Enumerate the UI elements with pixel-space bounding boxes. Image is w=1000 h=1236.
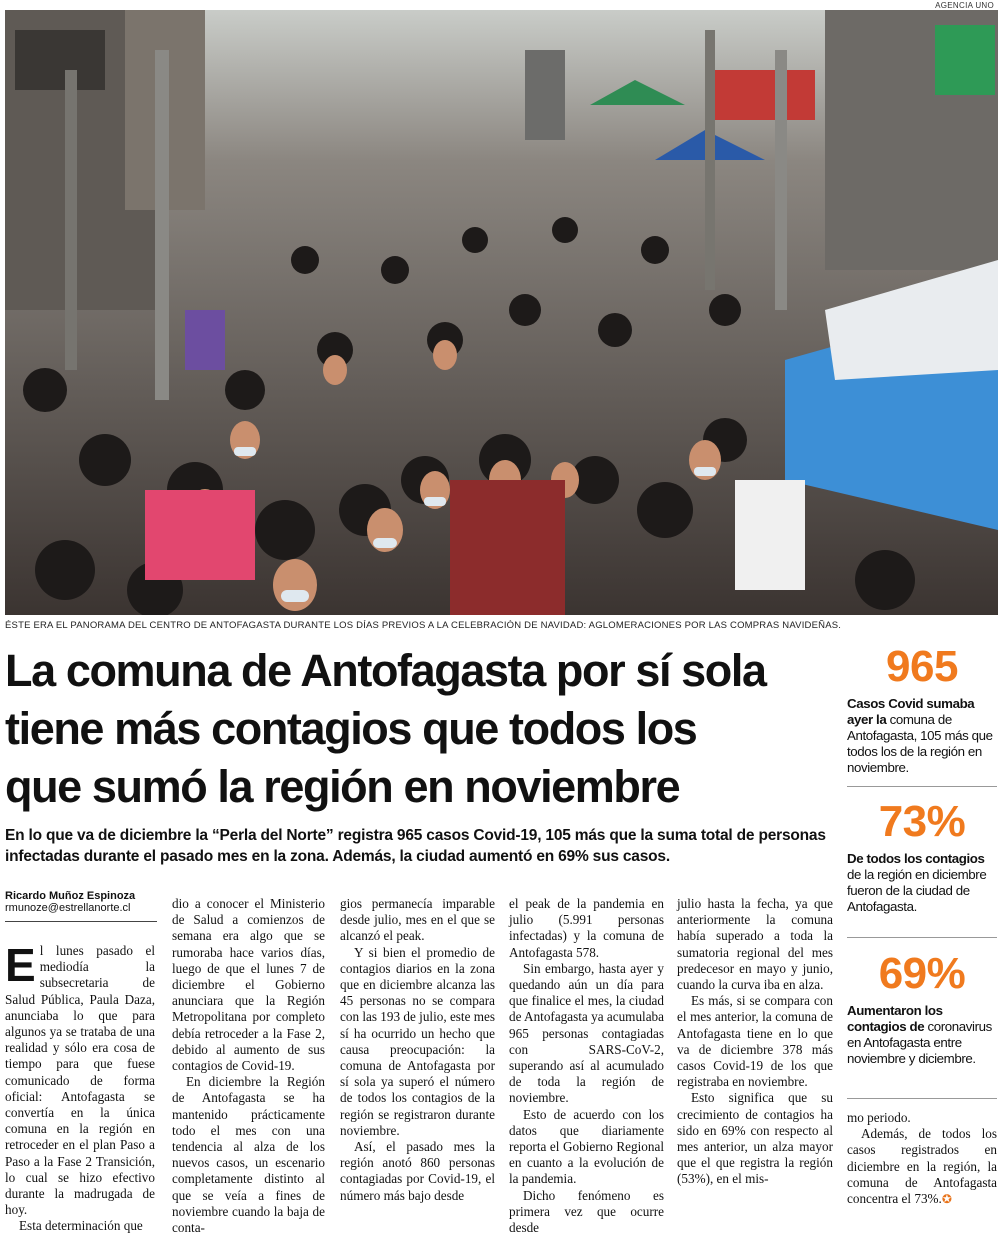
body-paragraph: julio hasta la fecha, ya que anteriormente la comuna había superado a toda la sumatoria regional del mes predecesor en mayo y junio, cuando la curva iba en alza.	[677, 896, 833, 993]
headline-line: tiene más contagios que todos los	[5, 703, 697, 754]
body-paragraph: dio a conocer el Ministerio de Salud a comienzos de semana era algo que se rumoraba hace varios días, luego de que el lunes 7 de diciembre el Gobierno anunciara que la Región Metropolitana por completo debía retroceder a la Fase 2, debido al aumento de sus contagios de Covid-19.	[172, 896, 325, 1074]
body-column-6	[847, 1110, 997, 1207]
body-paragraph: Es más, si se compara con el mes anterior, la comuna de Antofagasta tiene en lo que va de diciembre 378 más casos Covid-19 de los que registraba en noviembre.	[677, 993, 833, 1090]
body-paragraph: Esto de acuerdo con los datos que diariamente reporta el Gobierno Regional en cuanto a la evolución de la pandemia.	[509, 1106, 664, 1187]
crowd-illustration	[5, 10, 998, 615]
body-column-4	[509, 896, 664, 1236]
sidebar-divider	[847, 1098, 997, 1099]
stat-number: 69%	[878, 949, 966, 998]
deck-summary: En lo que va de diciembre la “Perla del Norte” registra 965 casos Covid-19, 105 más que la suma total de personas infectadas durante el pasado mes en la zona. Además, la ciudad aumentó en 69% sus casos.	[5, 827, 826, 865]
headline-line: que sumó la región en noviembre	[5, 761, 680, 812]
body-paragraph	[847, 1126, 997, 1207]
body-column-1	[5, 939, 155, 1235]
stat-box-73	[847, 797, 997, 915]
body-paragraph: gios permanecía imparable desde julio, mes en el que se alcanzó el peak.	[340, 896, 495, 944]
stat-text-rest: comuna de Antofagasta, 105 más que todos los de la región en noviembre.	[847, 712, 993, 775]
headline-line: La comuna de Antofagasta por sí sola	[5, 645, 766, 696]
stat-text-bold: De todos los contagios	[847, 851, 985, 866]
byline-divider	[5, 921, 157, 922]
body-paragraph: mo periodo.	[847, 1110, 911, 1125]
body-paragraph: l lunes pasado el mediodía la subsecretaria de Salud Pública, Paula Daza, anunciaba lo que para algunos ya se trataba de una realidad y sólo era cosa de tiempo para que fuese comunicado de forma oficial: Antofagasta se convertía en la única comuna en la región en retroceder en el plan Paso a Paso a la Fase 2 Transición, lo cual se hizo efectivo durante la madrugada de hoy.	[5, 943, 155, 1218]
body-column-3	[340, 896, 495, 1204]
stat-number: 73%	[878, 797, 966, 846]
body-paragraph: el peak de la pandemia en julio (5.991 personas infectadas) y la comuna de Antofagasta 578.	[509, 896, 664, 960]
drop-cap: E	[5, 939, 36, 991]
body-column-2	[172, 896, 325, 1236]
sidebar-divider	[847, 786, 997, 787]
body-column-5	[677, 896, 833, 1188]
author-name: Ricardo Muñoz Espinoza	[5, 890, 136, 902]
crowd-photo	[5, 10, 998, 615]
end-mark-icon: ✪	[941, 1192, 952, 1207]
stat-text-bold: Casos Covid sumaba ayer la	[847, 696, 975, 727]
stat-text-rest: de la región en diciembre fueron de la ciudad de Antofagasta.	[847, 867, 987, 914]
stat-box-69	[847, 949, 997, 1067]
body-paragraph: Esta determinación que	[19, 1218, 143, 1234]
body-text: Además, de todos los casos registrados en diciembre en la región, la comuna de Antofagasta concentra el 73%.	[847, 1126, 997, 1207]
body-paragraph: Dicho fenómeno es primera vez que ocurre desde	[509, 1187, 664, 1236]
stat-box-965	[847, 642, 997, 776]
body-paragraph: Así, el pasado mes la región anotó 860 personas contagiadas por Covid-19, el número más bajo desde	[340, 1139, 495, 1203]
stat-text	[847, 851, 997, 915]
body-paragraph: Esto significa que su crecimiento de contagios ha sido en 69% con respecto al mes anterior, un alza mayor que el que registra la región (53%), en el mis-	[677, 1090, 833, 1187]
body-paragraph: Y si bien el promedio de contagios diarios en la zona que en diciembre alcanza las 45 personas no se compara con las 193 de julio, este mes sí ha ocurrido un hecho que causa preocupación: la comuna de Antofagasta por sí sola ya superó el número de todos los contagios de la región se registraron durante noviembre.	[340, 944, 495, 1138]
headline	[5, 642, 840, 816]
photo-caption: ÉSTE ERA EL PANORAMA DEL CENTRO DE ANTOFAGASTA DURANTE LOS DÍAS PREVIOS A LA CELEBRACIÓN DE NAVIDAD: AGLOMERACIONES POR LAS COMPRAS NAVIDEÑAS.	[5, 620, 842, 631]
byline	[5, 890, 165, 914]
body-paragraph: Sin embargo, hasta ayer y quedando aún un día para que finalice el mes, la ciudad de Antofagasta ya acumulaba 965 personas contagiadas con SARS-CoV-2, superando así al acumulado de toda la región de noviembre.	[509, 960, 664, 1106]
stat-text-bold: Aumentaron los contagios de	[847, 1003, 943, 1034]
stat-number: 965	[886, 642, 958, 691]
body-paragraph: En diciembre la Región de Antofagasta se ha mantenido prácticamente todo el mes con una tendencia al alza de los nuevos casos, un escenario completamente distinto al que se veía a fines de noviembre cuando la baja de conta-	[172, 1074, 325, 1236]
sidebar-divider	[847, 937, 997, 938]
stat-text	[847, 1003, 997, 1067]
author-email[interactable]: rmunoze@estrellanorte.cl	[5, 902, 131, 914]
stat-text-rest: coronavirus en Antofagasta entre noviembre y diciembre.	[847, 1019, 992, 1066]
photo-credit: AGENCIA UNO	[935, 1, 994, 10]
stat-text	[847, 696, 997, 776]
